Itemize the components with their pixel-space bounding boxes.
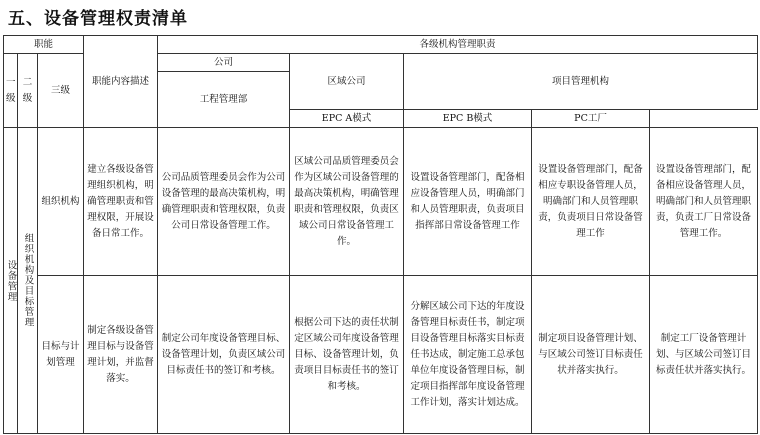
header-engineering: 工程管理部 bbox=[158, 72, 290, 128]
epc-b-cell: 制定项目设备管理计划、与区域公司签订目标责任状并落实执行。 bbox=[532, 276, 650, 434]
regional-cell: 根据公司下达的责任状制定区域公司年度设备管理目标、设备管理计划，负责项目目标责任书的签订和考核。 bbox=[290, 276, 404, 434]
header-desc: 职能内容描述 bbox=[84, 36, 158, 128]
regional-cell: 区域公司品质管理委员会作为区域公司设备管理的最高决策机构，明确管理职责和管理权限，负责区域公司日常设备管理工作。 bbox=[290, 128, 404, 276]
header-pc: PC工厂 bbox=[532, 110, 650, 128]
header-regional: 区域公司 bbox=[290, 54, 404, 110]
header-epc-b: EPC B模式 bbox=[404, 110, 532, 128]
epc-a-cell: 分解区域公司下达的年度设备管理目标责任书，制定项目设备管理目标落实目标责任书达成，制定施工总承包单位年度设备管理目标，制定项目指挥部年度设备管理工作计划，落实计划达成。 bbox=[404, 276, 532, 434]
header-level3: 三级 bbox=[38, 54, 84, 128]
level2-cell: 组织机构及目标管理 bbox=[18, 128, 38, 434]
header-epc-a: EPC A模式 bbox=[290, 110, 404, 128]
pc-cell: 设置设备管理部门，配备相应设备管理人员，明确部门和人员管理职责，负责工厂日常设备管理工作。 bbox=[650, 128, 758, 276]
level1-cell: 设备管理 bbox=[4, 128, 18, 434]
level3-cell: 组织机构 bbox=[38, 128, 84, 276]
desc-cell: 建立各级设备管理组织机构，明确管理职责和管理权限，开展设备日常工作。 bbox=[84, 128, 158, 276]
table-row bbox=[4, 128, 758, 276]
epc-b-cell: 设置设备管理部门，配备相应专职设备管理人员，明确部门和人员管理职责，负责项目日常设备管理工作 bbox=[532, 128, 650, 276]
header-company: 公司 bbox=[158, 54, 290, 72]
epc-a-cell: 设置设备管理部门，配备相应设备管理人员，明确部门和人员管理职责，负责项目指挥部日常设备管理工作 bbox=[404, 128, 532, 276]
header-level1: 一级 bbox=[4, 54, 18, 128]
responsibility-table bbox=[3, 35, 758, 434]
level3-cell: 目标与计划管理 bbox=[38, 276, 84, 434]
engineering-cell: 公司品质管理委员会作为公司设备管理的最高决策机构，明确管理职责和管理权限，负责公司日常设备管理工作。 bbox=[158, 128, 290, 276]
header-group: 各级机构管理职责 bbox=[158, 36, 758, 54]
header-zhineng: 职能 bbox=[4, 36, 84, 54]
table-row bbox=[4, 276, 758, 434]
engineering-cell: 制定公司年度设备管理目标、设备管理计划，负责区域公司目标责任书的签订和考核。 bbox=[158, 276, 290, 434]
header-level2: 二级 bbox=[18, 54, 38, 128]
pc-cell: 制定工厂设备管理计划、与区域公司签订目标责任状并落实执行。 bbox=[650, 276, 758, 434]
header-project: 项目管理机构 bbox=[404, 54, 758, 110]
page-title: 五、设备管理权责清单 bbox=[8, 9, 188, 29]
desc-cell: 制定各级设备管理目标与设备管理计划，并监督落实。 bbox=[84, 276, 158, 434]
